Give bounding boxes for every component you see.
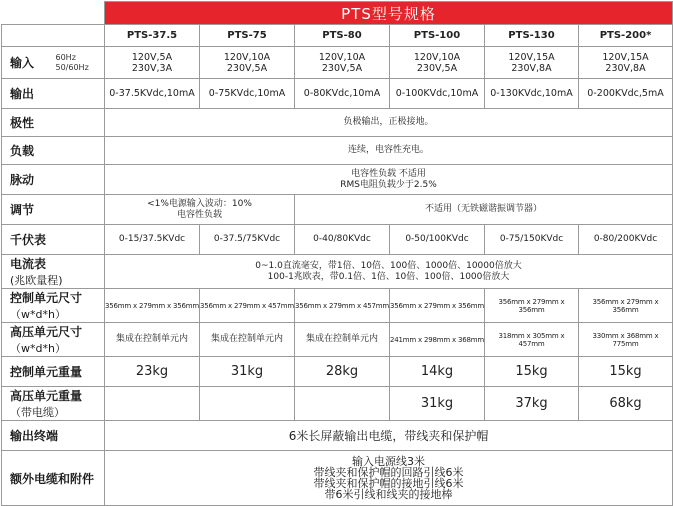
input-cell <box>485 47 579 79</box>
control-weight-cell: 14kg <box>390 357 485 387</box>
model-header: PTS-37.5 <box>105 25 200 47</box>
hv-weight-cell: 68kg <box>579 387 673 421</box>
hv-weight-cell: 37kg <box>485 387 579 421</box>
row-current-meter <box>2 255 673 289</box>
hv-size-cell: 集成在控制单元内 <box>200 323 295 357</box>
row-output <box>2 79 673 109</box>
regulation-line: 电容性负载 <box>176 209 222 220</box>
control-size-cell: 356mm x 279mm x 356mm <box>485 289 579 323</box>
input-cell <box>390 47 485 79</box>
current-meter-sublabel: (兆欧量程) <box>10 274 63 287</box>
kv-meter-cell: 0-75/150KVdc <box>485 225 579 255</box>
accessory-line: 输入电源线3米 <box>352 455 425 468</box>
freq-line: 50/60Hz <box>55 62 89 72</box>
input-line: 230V,3A <box>131 62 173 74</box>
control-size-cell: 356mm x 279mm x 356mm <box>579 289 673 323</box>
input-line: 230V,5A <box>321 62 363 74</box>
current-meter-line: 100-1兆欧表，带0.1倍、1倍、10倍、100倍、1000倍放大 <box>267 271 510 282</box>
input-cell <box>200 47 295 79</box>
input-cell <box>579 47 673 79</box>
accessory-line: 带6米引线和线夹的接地棒 <box>324 488 453 501</box>
row-label-hv-weight <box>2 387 105 421</box>
model-header-blank <box>2 25 105 47</box>
table-title: PTS型号规格 <box>105 2 673 25</box>
hv-weight-label: 高压单元重量 <box>10 389 83 403</box>
row-hv-weight <box>2 387 673 421</box>
control-weight-cell: 28kg <box>295 357 390 387</box>
control-weight-cell: 23kg <box>105 357 200 387</box>
row-regulation <box>2 195 673 225</box>
input-line: 120V,10A <box>318 51 366 63</box>
control-weight-cell: 15kg <box>485 357 579 387</box>
hv-size-label: 高压单元尺寸 <box>10 325 83 339</box>
input-cell <box>295 47 390 79</box>
kv-meter-cell: 0-80/200KVdc <box>579 225 673 255</box>
hv-size-cell: 318mm x 305mm x 457mm <box>485 323 579 357</box>
accessory-line: 带线夹和保护帽的回路引线6米 <box>313 466 464 479</box>
row-pulse <box>2 165 673 195</box>
row-label-control-size <box>2 289 105 323</box>
output-terminal-value: 6米长屏蔽输出电缆，带线夹和保护帽 <box>105 421 673 451</box>
control-size-cell: 356mm x 279mm x 457mm <box>200 289 295 323</box>
model-header: PTS-130 <box>485 25 579 47</box>
corner-cell <box>2 2 105 25</box>
row-accessories <box>2 451 673 506</box>
input-line: 230V,5A <box>226 62 268 74</box>
regulation-left <box>105 195 295 225</box>
row-kv-meter <box>2 225 673 255</box>
control-weight-cell: 15kg <box>579 357 673 387</box>
row-label-input: 输入 <box>2 47 52 79</box>
input-line: 120V,5A <box>131 51 173 63</box>
accessories-value <box>105 451 673 506</box>
pulse-line: RMS电阻负载少于2.5% <box>340 179 437 190</box>
control-weight-cell: 31kg <box>200 357 295 387</box>
hv-weight-cell: 31kg <box>390 387 485 421</box>
hv-weight-cell <box>105 387 200 421</box>
row-control-size <box>2 289 673 323</box>
input-line: 230V,5A <box>416 62 458 74</box>
kv-meter-cell: 0-15/37.5KVdc <box>105 225 200 255</box>
row-label-current-meter <box>2 255 105 289</box>
hv-size-cell: 330mm x 368mm x 775mm <box>579 323 673 357</box>
kv-meter-cell: 0-37.5/75KVdc <box>200 225 295 255</box>
kv-meter-cell: 0-40/80KVdc <box>295 225 390 255</box>
row-label-load: 负载 <box>2 137 105 165</box>
pulse-line: 电容性负载 不适用 <box>351 168 426 179</box>
control-size-cell: 356mm x 279mm x 457mm <box>295 289 390 323</box>
row-label-pulse: 脉动 <box>2 165 105 195</box>
model-header-row <box>2 25 673 47</box>
control-size-sublabel: （w*d*h） <box>10 308 66 321</box>
row-polarity <box>2 109 673 137</box>
current-meter-value <box>105 255 673 289</box>
control-size-label: 控制单元尺寸 <box>10 291 83 305</box>
input-line: 120V,10A <box>223 51 271 63</box>
input-line: 120V,10A <box>413 51 461 63</box>
row-label-output-terminal: 输出终端 <box>2 421 105 451</box>
row-label-accessories: 额外电缆和附件 <box>2 451 105 506</box>
row-input <box>2 47 673 79</box>
hv-size-cell: 241mm x 298mm x 368mm <box>390 323 485 357</box>
row-label-control-weight: 控制单元重量 <box>2 357 105 387</box>
input-line: 230V,8A <box>605 62 646 74</box>
input-cell <box>105 47 200 79</box>
row-load <box>2 137 673 165</box>
hv-size-cell: 集成在控制单元内 <box>105 323 200 357</box>
accessory-line: 带线夹和保护帽的接地引线6米 <box>313 477 464 490</box>
title-row <box>2 2 673 25</box>
row-control-weight <box>2 357 673 387</box>
output-cell: 0-80KVdc,10mA <box>295 79 390 109</box>
polarity-value: 负极输出，正极接地。 <box>105 109 673 137</box>
regulation-line: <1%电源输入波动：10% <box>147 198 252 209</box>
current-meter-label: 电流表 <box>10 257 47 271</box>
input-frequency <box>52 47 105 79</box>
freq-line: 60Hz <box>55 52 76 62</box>
row-output-terminal <box>2 421 673 451</box>
model-header: PTS-200* <box>579 25 673 47</box>
input-line: 230V,8A <box>511 62 552 74</box>
row-hv-size <box>2 323 673 357</box>
control-size-cell: 356mm x 279mm x 356mm <box>390 289 485 323</box>
load-value: 连续，电容性充电。 <box>105 137 673 165</box>
model-header: PTS-100 <box>390 25 485 47</box>
hv-size-cell: 集成在控制单元内 <box>295 323 390 357</box>
input-line: 120V,15A <box>602 51 649 63</box>
row-label-regulation: 调节 <box>2 195 105 225</box>
row-label-output: 输出 <box>2 79 105 109</box>
regulation-right: 不适用（无铁磁谐振调节器） <box>295 195 673 225</box>
row-label-kv-meter: 千伏表 <box>2 225 105 255</box>
hv-weight-cell <box>200 387 295 421</box>
current-meter-line: 0~1.0直流毫安，带1倍、10倍、100倍、1000倍、10000倍放大 <box>255 260 522 271</box>
kv-meter-cell: 0-50/100KVdc <box>390 225 485 255</box>
output-cell: 0-200KVdc,5mA <box>579 79 673 109</box>
input-line: 120V,15A <box>508 51 555 63</box>
output-cell: 0-75KVdc,10mA <box>200 79 295 109</box>
output-cell: 0-37.5KVdc,10mA <box>105 79 200 109</box>
hv-size-sublabel: （w*d*h） <box>10 342 66 355</box>
model-header: PTS-80 <box>295 25 390 47</box>
control-size-cell: 356mm x 279mm x 356mm <box>105 289 200 323</box>
model-header: PTS-75 <box>200 25 295 47</box>
hv-weight-sublabel: （带电缆） <box>10 406 65 419</box>
row-label-hv-size <box>2 323 105 357</box>
row-label-polarity: 极性 <box>2 109 105 137</box>
pulse-value <box>105 165 673 195</box>
output-cell: 0-130KVdc,10mA <box>485 79 579 109</box>
spec-table <box>1 1 673 506</box>
hv-weight-cell <box>295 387 390 421</box>
output-cell: 0-100KVdc,10mA <box>390 79 485 109</box>
